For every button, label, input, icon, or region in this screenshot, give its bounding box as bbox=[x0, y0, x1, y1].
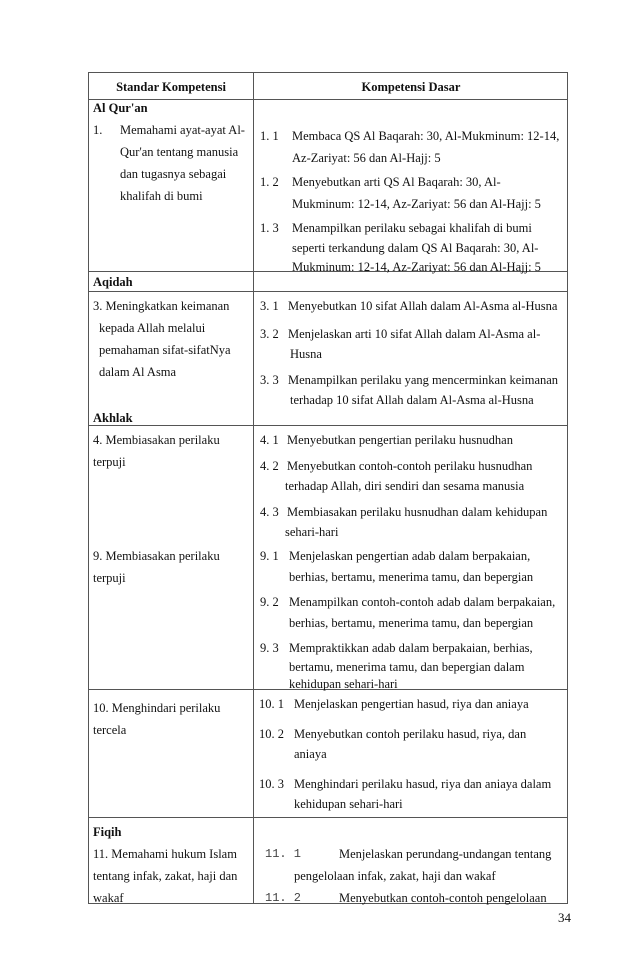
kd-text: Menjelaskan pengertian adab dalam berpakaian, bbox=[289, 549, 531, 563]
sk-text: tercela bbox=[93, 723, 127, 737]
kd-text: Menyebutkan pengertian perilaku husnudhan bbox=[287, 433, 513, 447]
kd-number: 4. 2 bbox=[260, 459, 279, 473]
kd-text: Membiasakan perilaku husnudhan dalam kehidupan bbox=[287, 505, 548, 519]
kd-number: 3. 2 bbox=[260, 327, 279, 341]
sk-text: terpuji bbox=[93, 455, 126, 469]
kd-text: seperti terkandung dalam QS Al Baqarah: 30, Al- bbox=[292, 241, 539, 255]
kd-number: 1. 1 bbox=[260, 129, 279, 143]
kd-text: berhias, bertamu, menerima tamu, dan bepergian bbox=[289, 616, 534, 630]
header-standar-kompetensi: Standar Kompetensi bbox=[116, 80, 226, 94]
sk-text: 4. Membiasakan perilaku bbox=[93, 433, 220, 447]
kd-text: kehidupan sehari-hari bbox=[289, 677, 398, 691]
kd-number: 11. 2 bbox=[265, 891, 302, 905]
kd-text: Menyebutkan arti QS Al Baqarah: 30, Al- bbox=[292, 175, 501, 189]
kd-number: 10. 2 bbox=[259, 727, 284, 741]
kd-text: Menjelaskan arti 10 sifat Allah dalam Al-Asma al- bbox=[288, 327, 541, 341]
kd-text: Menampilkan perilaku sebagai khalifah di bumi bbox=[292, 221, 532, 235]
kd-text: Menampilkan perilaku yang mencerminkan keimanan bbox=[288, 373, 559, 387]
kd-text: kehidupan sehari-hari bbox=[294, 797, 403, 811]
row-divider bbox=[89, 291, 567, 292]
sk-text: tentang infak, zakat, haji dan bbox=[93, 869, 238, 883]
kd-number: 9. 3 bbox=[260, 641, 279, 655]
sk-text: wakaf bbox=[93, 891, 124, 905]
section-alquran: Al Qur'an bbox=[93, 101, 148, 115]
sk-text: terpuji bbox=[93, 571, 126, 585]
kd-number: 11. 1 bbox=[265, 847, 302, 861]
kd-text: bertamu, menerima tamu, dan bepergian dalam bbox=[289, 660, 525, 674]
kd-text: Menyebutkan contoh perilaku hasud, riya, dan bbox=[294, 727, 527, 741]
kd-text: sehari-hari bbox=[285, 525, 339, 539]
kd-number: 1. 3 bbox=[260, 221, 279, 235]
kd-text: berhias, bertamu, menerima tamu, dan bepergian bbox=[289, 570, 534, 584]
kd-text: Menampilkan contoh-contoh adab dalam berpakaian, bbox=[289, 595, 556, 609]
kd-number: 9. 1 bbox=[260, 549, 279, 563]
sk-number: 1. bbox=[93, 123, 103, 137]
sk-text: dan tugasnya sebagai bbox=[120, 167, 227, 181]
sk-text: 10. Menghindari perilaku bbox=[93, 701, 221, 715]
sk-text: 3. Meningkatkan keimanan bbox=[93, 299, 230, 313]
kd-text: terhadap Allah, diri sendiri dan sesama manusia bbox=[285, 479, 525, 493]
row-divider bbox=[89, 817, 567, 818]
sk-text: dalam Al Asma bbox=[99, 365, 177, 379]
kd-number: 4. 1 bbox=[260, 433, 279, 447]
column-divider bbox=[253, 73, 254, 903]
kd-number: 10. 1 bbox=[259, 697, 284, 711]
kd-text: Mukminum: 12-14, Az-Zariyat: 56 dan Al-Hajj: 5 bbox=[292, 197, 541, 211]
kd-text: Az-Zariyat: 56 dan Al-Hajj: 5 bbox=[292, 151, 441, 165]
kd-text: Menjelaskan pengertian hasud, riya dan aniaya bbox=[294, 697, 529, 711]
sk-text: Memahami ayat-ayat Al- bbox=[120, 123, 245, 137]
section-aqidah: Aqidah bbox=[93, 275, 133, 289]
kd-number: 1. 2 bbox=[260, 175, 279, 189]
sk-text: 11. Memahami hukum Islam bbox=[93, 847, 237, 861]
header-kompetensi-dasar: Kompetensi Dasar bbox=[361, 80, 461, 94]
kd-number: 3. 1 bbox=[260, 299, 279, 313]
sk-text: khalifah di bumi bbox=[120, 189, 203, 203]
kd-text: terhadap 10 sifat Allah dalam Al-Asma al-Husna bbox=[290, 393, 534, 407]
kd-text: Menyebutkan 10 sifat Allah dalam Al-Asma al-Husna bbox=[288, 299, 558, 313]
page-number: 34 bbox=[558, 910, 571, 925]
kd-number: 9. 2 bbox=[260, 595, 279, 609]
section-akhlak: Akhlak bbox=[93, 411, 133, 425]
kd-text: Mempraktikkan adab dalam berpakaian, berhias, bbox=[289, 641, 533, 655]
section-fiqih: Fiqih bbox=[93, 825, 122, 839]
kd-text: Membaca QS Al Baqarah: 30, Al-Mukminum: 12-14, bbox=[292, 129, 560, 143]
kd-number: 4. 3 bbox=[260, 505, 279, 519]
sk-text: kepada Allah melalui bbox=[99, 321, 206, 335]
kd-text: Husna bbox=[290, 347, 322, 361]
sk-text: 9. Membiasakan perilaku bbox=[93, 549, 220, 563]
row-divider bbox=[89, 99, 567, 100]
kd-number: 10. 3 bbox=[259, 777, 284, 791]
kd-text: Menyebutkan contoh-contoh perilaku husnudhan bbox=[287, 459, 533, 473]
row-divider bbox=[89, 425, 567, 426]
sk-text: pemahaman sifat-sifatNya bbox=[99, 343, 231, 357]
kd-number: 3. 3 bbox=[260, 373, 279, 387]
kd-text: aniaya bbox=[294, 747, 327, 761]
kd-text: Mukminum: 12-14, Az-Zariyat: 56 dan Al-Hajj: 5 bbox=[292, 260, 541, 274]
kd-text: Menjelaskan perundang-undangan tentang bbox=[339, 847, 552, 861]
kd-text: Menyebutkan contoh-contoh pengelolaan bbox=[339, 891, 547, 905]
sk-text: Qur'an tentang manusia bbox=[120, 145, 239, 159]
kd-text: Menghindari perilaku hasud, riya dan aniaya dalam bbox=[294, 777, 552, 791]
kd-text: pengelolaan infak, zakat, haji dan wakaf bbox=[294, 869, 496, 883]
competency-table bbox=[88, 72, 568, 904]
